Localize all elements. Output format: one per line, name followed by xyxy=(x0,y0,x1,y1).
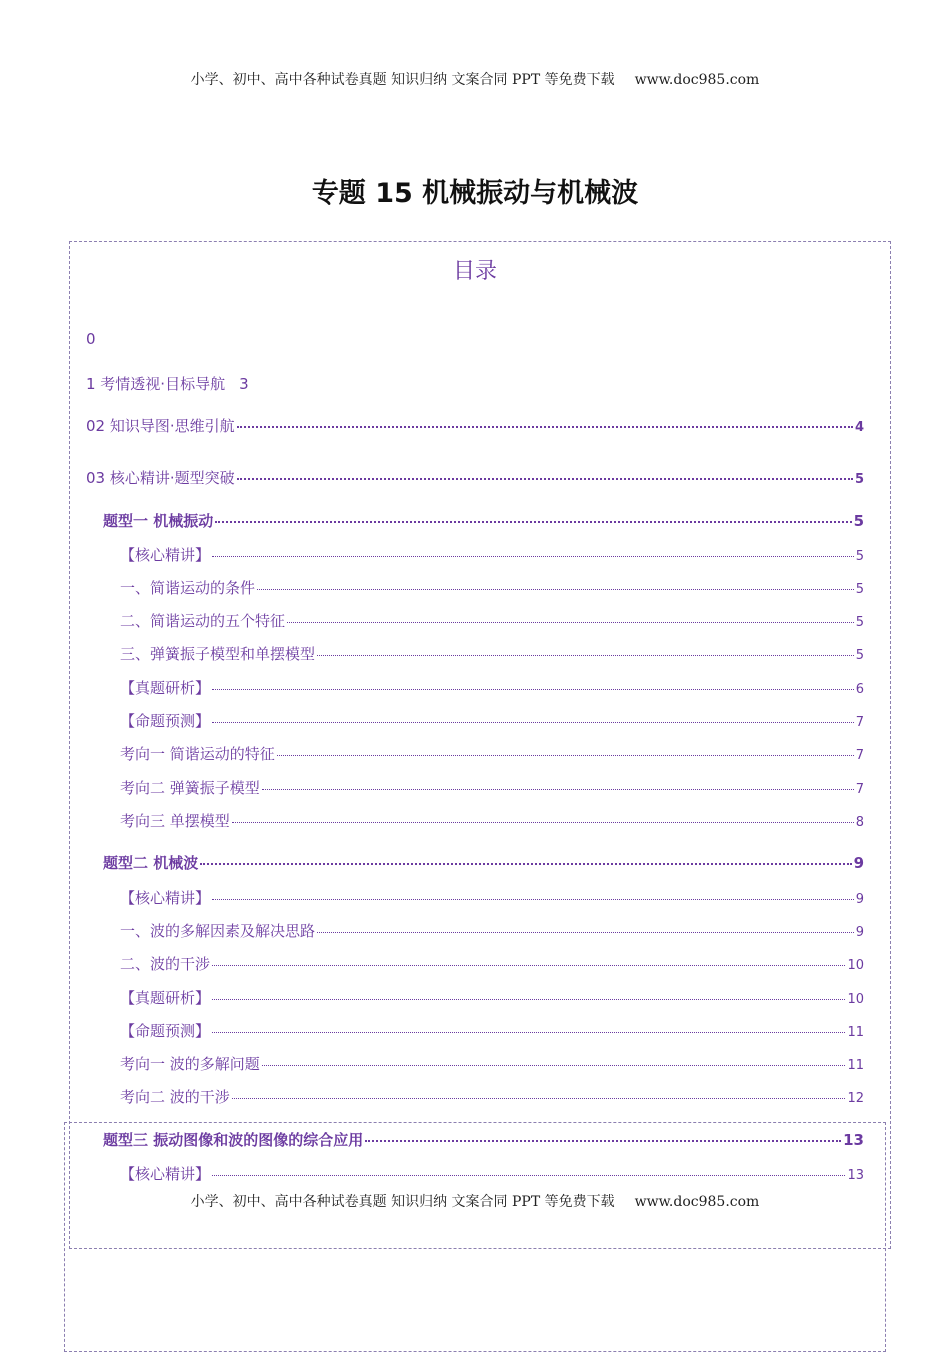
banner-url[interactable]: www.doc985.com xyxy=(634,72,760,88)
toc-entry[interactable] xyxy=(120,1020,864,1041)
toc-entry[interactable] xyxy=(120,743,864,764)
toc-entry-label: 题型三 振动图像和波的图像的综合应用 xyxy=(103,1131,364,1149)
toc-item-1[interactable] xyxy=(86,373,249,394)
toc-entry-label: 考向二 波的干涉 xyxy=(120,1088,230,1106)
toc-entry-page: 8 xyxy=(855,815,864,830)
toc-entry-page: 11 xyxy=(847,1058,864,1073)
footer-banner xyxy=(0,1191,950,1211)
toc-entry[interactable] xyxy=(120,777,864,798)
toc-entry[interactable] xyxy=(120,577,864,598)
toc-entry-page: 5 xyxy=(855,648,864,663)
toc-entry-page: 9 xyxy=(855,892,864,907)
toc-dot-leader xyxy=(232,1098,846,1099)
toc-entry-page: 11 xyxy=(847,1025,864,1040)
toc-entry-label: 三、弹簧振子模型和单摆模型 xyxy=(120,645,316,663)
toc-item-page: 3 xyxy=(239,375,249,393)
toc-entry[interactable] xyxy=(120,710,864,731)
toc-entry-page: 9 xyxy=(853,854,864,872)
toc-entry-label: 【命题预测】 xyxy=(120,712,211,730)
toc-dot-leader xyxy=(262,789,854,790)
toc-entry-page: 5 xyxy=(855,615,864,630)
toc-dot-leader xyxy=(212,899,854,900)
document-title: 专题 15 机械振动与机械波 xyxy=(311,178,639,209)
toc-dot-leader xyxy=(212,999,845,1000)
toc-dot-leader xyxy=(257,589,854,590)
toc-entry-label: 考向二 弹簧振子模型 xyxy=(120,779,260,797)
toc-entry-page: 5 xyxy=(855,549,864,564)
toc-entry-page: 5 xyxy=(854,472,864,487)
toc-dot-leader xyxy=(212,1032,845,1033)
toc-dot-leader xyxy=(212,689,854,690)
toc-entry-page: 10 xyxy=(847,992,864,1007)
toc-entry-label: 考向一 波的多解问题 xyxy=(120,1055,260,1073)
toc-entry-page: 7 xyxy=(855,748,864,763)
toc-entry[interactable] xyxy=(86,467,864,488)
toc-frame-lower xyxy=(64,1122,886,1352)
toc-dot-leader xyxy=(212,556,854,557)
toc-heading: 目录 xyxy=(452,259,497,284)
toc-entry-page: 5 xyxy=(855,582,864,597)
toc-entry-page: 5 xyxy=(853,512,864,530)
toc-dot-leader xyxy=(200,863,851,865)
toc-entry[interactable] xyxy=(120,677,864,698)
toc-dot-leader xyxy=(215,521,851,523)
toc-entry[interactable] xyxy=(86,415,864,436)
toc-entry-page: 7 xyxy=(855,715,864,730)
toc-dot-leader xyxy=(262,1065,846,1066)
toc-entry[interactable] xyxy=(120,953,864,974)
toc-entry[interactable] xyxy=(103,852,864,873)
toc-entry-label: 考向一 简谐运动的特征 xyxy=(120,745,275,763)
toc-entry-label: 【核心精讲】 xyxy=(120,546,211,564)
toc-entry-label: 一、简谐运动的条件 xyxy=(120,579,256,597)
banner-text: 小学、初中、高中各种试卷真题 知识归纳 文案合同 PPT 等免费下载 xyxy=(190,1194,615,1210)
toc-entry[interactable] xyxy=(120,887,864,908)
toc-item-zero[interactable]: 0 xyxy=(86,330,96,348)
toc-entry-label: 二、简谐运动的五个特征 xyxy=(120,612,286,630)
toc-entry[interactable] xyxy=(120,920,864,941)
toc-entry-label: 【核心精讲】 xyxy=(120,889,211,907)
toc-entry-label: 03 核心精讲·题型突破 xyxy=(86,469,235,487)
toc-dot-leader xyxy=(317,932,854,933)
toc-entry-label: 02 知识导图·思维引航 xyxy=(86,417,235,435)
toc-dot-leader xyxy=(212,1175,845,1176)
toc-entry[interactable] xyxy=(120,610,864,631)
toc-entry-label: 【命题预测】 xyxy=(120,1022,211,1040)
toc-entry[interactable] xyxy=(103,1129,864,1150)
toc-dot-leader xyxy=(232,822,854,823)
toc-entry-label: 【核心精讲】 xyxy=(120,1165,211,1183)
toc-dot-leader xyxy=(212,965,845,966)
toc-entry-page: 13 xyxy=(843,1131,864,1149)
toc-entry-label: 【真题研析】 xyxy=(120,679,211,697)
toc-entry[interactable] xyxy=(120,1086,864,1107)
toc-dot-leader xyxy=(287,622,854,623)
banner-url[interactable]: www.doc985.com xyxy=(634,1194,760,1210)
toc-entry-label: 【真题研析】 xyxy=(120,989,211,1007)
toc-item-label: 1 考情透视·目标导航 xyxy=(86,375,226,393)
toc-dot-leader xyxy=(237,426,853,428)
banner-text: 小学、初中、高中各种试卷真题 知识归纳 文案合同 PPT 等免费下载 xyxy=(190,72,615,88)
toc-entry-page: 9 xyxy=(855,925,864,940)
toc-dot-leader xyxy=(365,1140,841,1142)
toc-entry[interactable] xyxy=(120,643,864,664)
toc-dot-leader xyxy=(237,478,853,480)
toc-entry-label: 题型一 机械振动 xyxy=(103,512,214,530)
toc-entry-label: 二、波的干涉 xyxy=(120,955,211,973)
toc-dot-leader xyxy=(317,655,854,656)
toc-entry-page: 13 xyxy=(847,1168,864,1183)
toc-dot-leader xyxy=(212,722,854,723)
toc-entry[interactable] xyxy=(120,810,864,831)
toc-entry[interactable] xyxy=(120,1163,864,1184)
header-banner xyxy=(0,69,950,89)
toc-entry[interactable] xyxy=(120,987,864,1008)
toc-dot-leader xyxy=(277,755,854,756)
toc-entry-page: 12 xyxy=(847,1091,864,1106)
toc-entry-label: 考向三 单摆模型 xyxy=(120,812,230,830)
toc-entry[interactable] xyxy=(120,1053,864,1074)
toc-entry-page: 10 xyxy=(847,958,864,973)
toc-entry-label: 一、波的多解因素及解决思路 xyxy=(120,922,316,940)
toc-entry-page: 7 xyxy=(855,782,864,797)
toc-entry-page: 6 xyxy=(855,682,864,697)
toc-entry[interactable] xyxy=(120,544,864,565)
toc-entry[interactable] xyxy=(103,510,864,531)
toc-entry-page: 4 xyxy=(854,420,864,435)
toc-entry-label: 题型二 机械波 xyxy=(103,854,199,872)
